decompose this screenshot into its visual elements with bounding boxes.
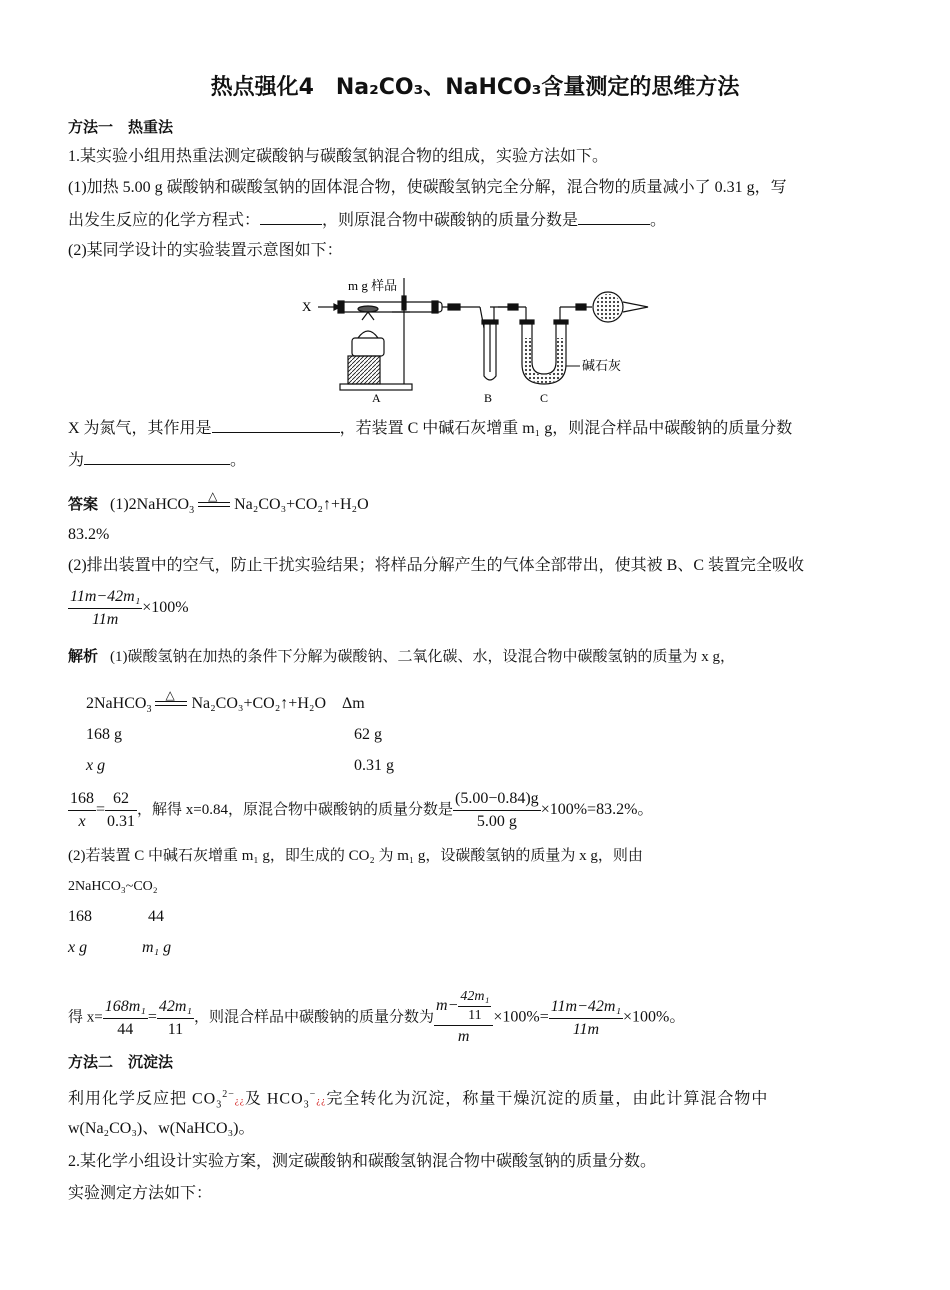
lime-label: 碱石灰 [582, 358, 622, 373]
analysis-calc: $\frac{168}{x}$ = $\frac{62}{0.31}$ ，解得 x=0.84，原混合物中碳酸钠的质量分数是 $\frac{(5.00-0.84)g}{5.00 g}$ ×100%=83.2%。 [70, 790, 654, 830]
answer-percent: 83.2% [68, 526, 110, 543]
heat-condition: △ [198, 498, 230, 512]
analysis-line1: 解析 (1)碳酸氢钠在加热的条件下分解为碳酸钠、二氧化碳、水，设混合物中碳酸氢钠的质量为 x g， [68, 647, 736, 665]
method2-line2: w(Na₂CO₃)、w(NaHCO₃)。 [68, 1120, 255, 1137]
answer-blank[interactable] [260, 208, 322, 225]
analysis-row1-left: 168 g [86, 726, 122, 743]
q1-stem: 1.某实验小组用热重法测定碳酸钠与碳酸氢钠混合物的组成，实验方法如下。 [68, 148, 609, 165]
answer-blank[interactable] [578, 208, 650, 225]
sample-label: m g 样品 [348, 278, 398, 293]
analysis-relation: 2NaHCO₃~CO₂ [68, 879, 158, 894]
apparatus-figure [300, 268, 660, 404]
method1-heading: 方法一 热重法 [68, 118, 174, 136]
apparatus-c-label: C [540, 391, 549, 404]
q1-part2-text2: 为 。 [68, 448, 246, 473]
relation-row1-right: 44 [148, 908, 164, 925]
q1-part2-line: (2)某同学设计的实验装置示意图如下： [68, 242, 343, 259]
answer-equation: 答案 (1)2NaHCO$_3$ △ Na₂CO₃+CO₂↑+H₂O [68, 489, 369, 517]
x-label: X [302, 299, 312, 314]
analysis-row2-left: x g [86, 757, 106, 774]
answer-blank[interactable] [212, 416, 340, 433]
answer-fraction: $\frac{\text{11m−42m₁}}{11m}$ ×100% [70, 588, 189, 628]
analysis-row1-right: 62 g [354, 726, 382, 743]
answer-blank[interactable] [84, 448, 230, 465]
answer-label: 答案 [68, 495, 99, 513]
analysis-line2: (2)若装置 C 中碱石灰增重 m₁ g，即生成的 CO₂ 为 m₁ g，设碳酸氢钠的质量为 x g，则由 [68, 848, 643, 864]
q1-part1-line2: 出发生反应的化学方程式： ，则原混合物中碳酸钠的质量分数是 。 [68, 208, 666, 233]
analysis-row2-right: 0.31 g [354, 757, 394, 774]
method2-heading: 方法二 沉淀法 [68, 1053, 174, 1071]
relation-row1-left: 168 [68, 908, 92, 925]
apparatus-b-label: B [484, 391, 493, 404]
answer-part2: (2)排出装置中的空气，防止干扰实验结果；将样品分解产生的气体全部带出，使其被 B、C 装置完全吸收 [68, 557, 805, 574]
page-title: 热点强化4 Na₂CO₃、NaHCO₃含量测定的思维方法 [210, 75, 740, 100]
relation-row2-right: m₁ g [142, 939, 172, 956]
analysis-final: 得 x= $\frac{\text{168m₁}}{44}$ = $\frac{\text{42m₁}}{11}$ ，则混合样品中碳酸钠的质量分数为 m− $\frac{\text{42m₁}}{11}$ m ×100%= $\frac{\text{11m−42m₁}}{11m}$ ×100%。 [68, 989, 686, 1045]
analysis-label: 解析 [68, 647, 99, 665]
apparatus-a-label: A [372, 391, 381, 404]
method2-line1: 利用化学反应把 $CO_3^{2-}¿¿$及 $HCO_3^-¿¿$完全转化为沉淀，称量干燥沉淀的质量，由此计算混合物中 [68, 1089, 769, 1111]
heat-condition: △ [155, 697, 187, 711]
relation-row2-left: x g [68, 939, 88, 956]
q2-stem: 2.某化学小组设计实验方案，测定碳酸钠和碳酸氢钠混合物中碳酸氢钠的质量分数。 [68, 1153, 657, 1170]
q1-part2-text: X 为氮气，其作用是 ，若装置 C 中碱石灰增重 m₁ g，则混合样品中碳酸钠的质量分数 [68, 416, 792, 441]
analysis-equation: 2NaHCO$_3$ △ Na₂CO₃+CO₂↑+H₂O Δm [86, 688, 365, 716]
q2-method: 实验测定方法如下： [68, 1185, 213, 1202]
q1-part1-line1: (1)加热 5.00 g 碳酸钠和碳酸氢钠的固体混合物，使碳酸氢钠完全分解，混合物的质量减小了 0.31 g，写 [68, 179, 787, 196]
